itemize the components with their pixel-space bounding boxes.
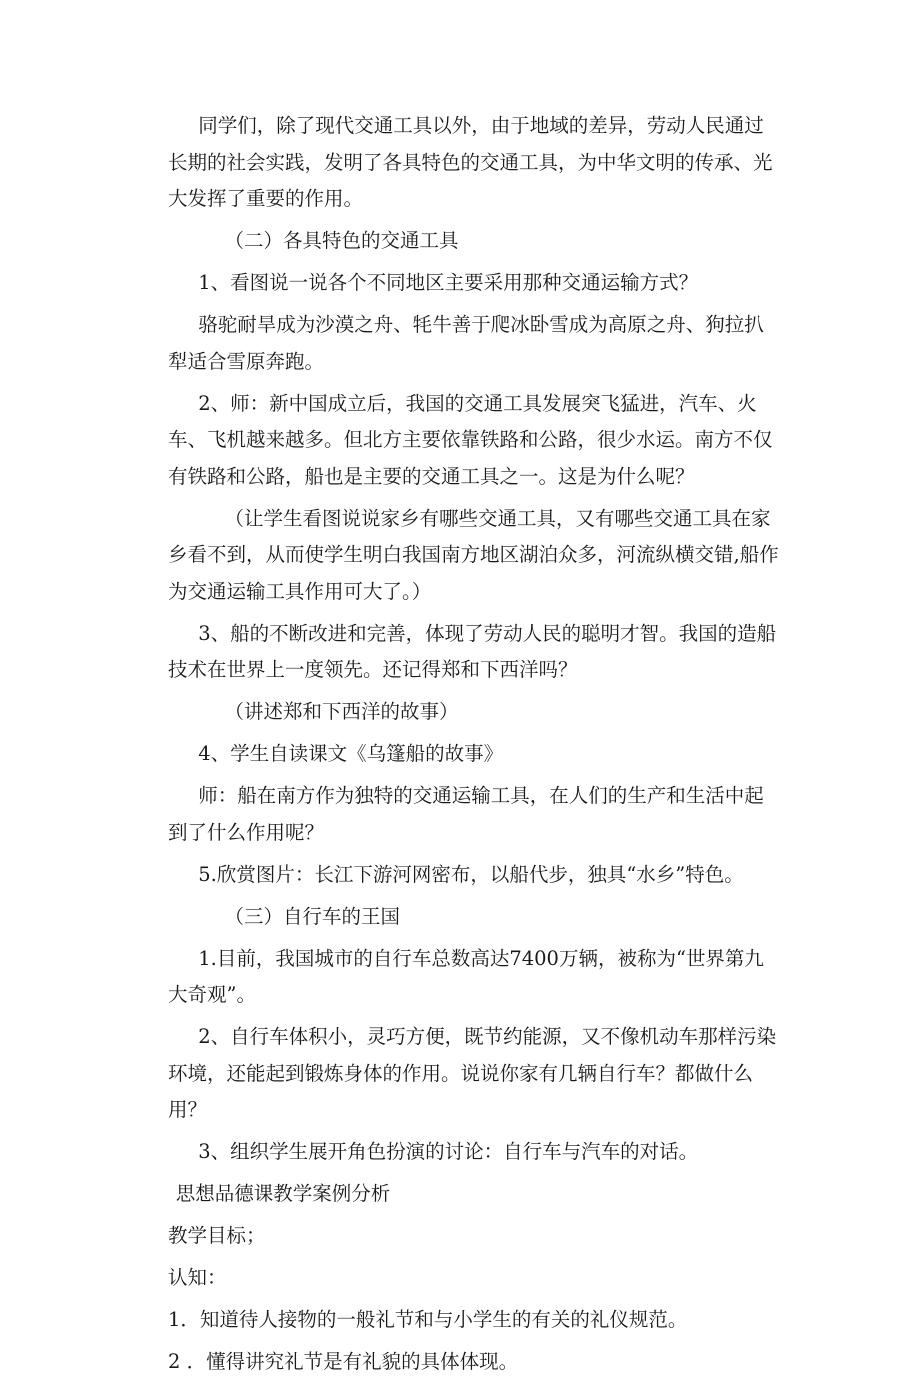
paragraph-note-zhenghe: （讲述郑和下西洋的故事） [224, 700, 459, 723]
paragraph-item-4: 4、学生自读课文《乌篷船的故事》 [198, 742, 504, 765]
paragraph-note-hometown: （让学生看图说说家乡有哪些交通工具，又有哪些交通工具在家乡看不到，从而使学生明白我国南方地区湖泊众多，河流纵横交错,船作为交通运输工具作用可大了。） [168, 506, 779, 603]
section-heading-2: （二）各具特色的交通工具 [224, 229, 459, 252]
cognition-label: 认知： [168, 1266, 227, 1289]
teaching-goals-label: 教学目标； [168, 1224, 266, 1247]
paragraph-bicycle-2: 2、自行车体积小，灵巧方便，既节约能源，又不像机动车那样污染环境，还能起到锻炼身体的作用。说说你家有几辆自行车？都做什么用？ [168, 1025, 777, 1121]
paragraph-animals: 骆驼耐旱成为沙漠之舟、牦牛善于爬冰卧雪成为高原之舟、狗拉扒犁适合雪原奔跑。 [168, 313, 764, 373]
case-analysis-title: 思想品德课教学案例分析 [175, 1182, 391, 1205]
goal-item-1: 1．知道待人接物的一般礼节和与小学生的有关的礼仪规范。 [168, 1308, 688, 1331]
paragraph-bicycle-3: 3、组织学生展开角色扮演的讨论：自行车与汽车的对话。 [198, 1140, 699, 1163]
paragraph-item-1: 1、看图说一说各个不同地区主要采用那种交通运输方式？ [198, 271, 699, 294]
section-heading-3: （三）自行车的王国 [224, 904, 401, 928]
goal-item-2: 2 ．懂得讲究礼节是有礼貌的具体体现。 [168, 1350, 519, 1373]
paragraph-item-2: 2、师：新中国成立后，我国的交通工具发展突飞猛进，汽车、火车、飞机越来越多。但北方主要依靠铁路和公路，很少水运。南方不仅有铁路和公路，船也是主要的交通工具之一。这是为什么呢？ [168, 391, 773, 488]
paragraph-intro: 同学们，除了现代交通工具以外，由于地域的差异，劳动人民通过长期的社会实践，发明了各具特色的交通工具，为中华文明的传承、光大发挥了重要的作用。 [168, 114, 773, 210]
paragraph-bicycle-1: 1.目前，我国城市的自行车总数高达7400万辆，被称为“世界第九大奇观”。 [168, 946, 764, 1006]
paragraph-item-5: 5.欣赏图片：长江下游河网密布，以船代步，独具“水乡”特色。 [198, 862, 744, 886]
paragraph-item-3: 3、船的不断改进和完善，体现了劳动人民的聪明才智。我国的造船技术在世界上一度领先。还记得郑和下西洋吗？ [168, 621, 777, 681]
paragraph-teacher-question: 师：船在南方作为独特的交通运输工具，在人们的生产和生活中起到了什么作用呢？ [168, 784, 764, 844]
